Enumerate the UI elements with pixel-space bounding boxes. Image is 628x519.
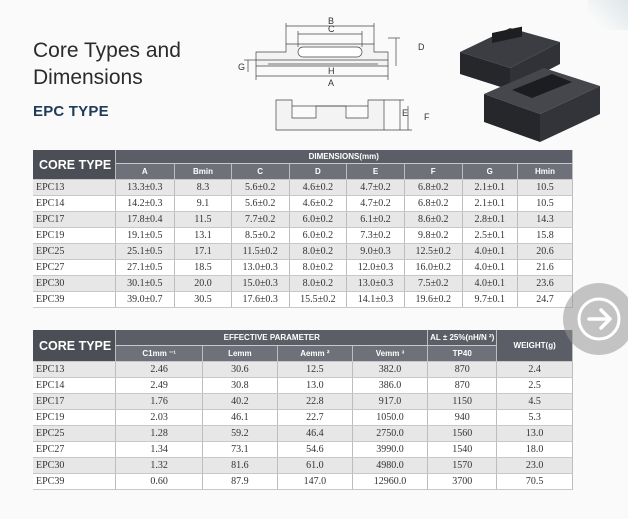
cell: 11.5±0.2 (231, 244, 289, 260)
cell: 13.0±0.3 (347, 276, 405, 292)
label-d: D (418, 42, 425, 52)
cell: 59.2 (202, 426, 277, 442)
cell: 5.6±0.2 (231, 196, 289, 212)
cell: 40.2 (202, 394, 277, 410)
cell: 46.4 (277, 426, 352, 442)
cell: 13.3±0.3 (115, 180, 175, 196)
cell: 8.6±0.2 (404, 212, 462, 228)
cell: 2.4 (497, 362, 573, 378)
table-row (33, 378, 573, 394)
cell: 1540 (428, 442, 497, 458)
dim-core-type-header: CORE TYPE (33, 150, 115, 180)
cell: 6.8±0.2 (404, 180, 462, 196)
row-name: EPC30 (33, 276, 115, 292)
cell: 25.1±0.5 (115, 244, 175, 260)
cell: 14.2±0.3 (115, 196, 175, 212)
cell: 54.6 (277, 442, 352, 458)
cell: 12.0±0.3 (347, 260, 405, 276)
dim-col-g: G (462, 164, 518, 180)
cell: 9.0±0.3 (347, 244, 405, 260)
label-a: A (328, 78, 335, 88)
dim-group-header: DIMENSIONS(mm) (115, 150, 572, 164)
cell: 2.5±0.1 (462, 228, 518, 244)
core-product-photo (440, 24, 620, 146)
cell: 2.5 (497, 378, 573, 394)
table-row (33, 212, 573, 228)
next-page-button[interactable] (563, 283, 628, 355)
cell: 19.1±0.5 (115, 228, 175, 244)
cell: 9.1 (175, 196, 232, 212)
param-al-header: AL ± 25%(nH/N ²) (428, 330, 497, 346)
cell: 6.1±0.2 (347, 212, 405, 228)
cell: 9.7±0.1 (462, 292, 518, 308)
cell: 24.7 (518, 292, 573, 308)
cell: 81.6 (202, 458, 277, 474)
row-name: EPC14 (33, 196, 115, 212)
dim-col-e: E (347, 164, 405, 180)
cell: 4.7±0.2 (347, 196, 405, 212)
param-core-type-header: CORE TYPE (33, 330, 116, 362)
cell: 0.60 (116, 474, 203, 490)
cell: 4.6±0.2 (289, 180, 347, 196)
cell: 87.9 (202, 474, 277, 490)
row-name: EPC25 (33, 244, 115, 260)
cell: 8.0±0.2 (289, 244, 347, 260)
cell: 8.0±0.2 (289, 276, 347, 292)
cell: 3990.0 (352, 442, 427, 458)
cell: 9.8±0.2 (404, 228, 462, 244)
cell: 17.8±0.4 (115, 212, 175, 228)
row-name: EPC17 (33, 212, 115, 228)
table-row (33, 196, 573, 212)
row-name: EPC25 (33, 426, 116, 442)
effective-parameter-table (33, 330, 573, 490)
table-row (33, 394, 573, 410)
row-name: EPC13 (33, 362, 116, 378)
cell: 22.7 (277, 410, 352, 426)
label-h: H (328, 66, 335, 76)
cell: 8.3 (175, 180, 232, 196)
cell: 8.0±0.2 (289, 260, 347, 276)
cell: 7.7±0.2 (231, 212, 289, 228)
cell: 4.0±0.1 (462, 244, 518, 260)
cell: 870 (428, 362, 497, 378)
page-title (33, 37, 181, 91)
param-group-header: EFFECTIVE PARAMETER (116, 330, 428, 346)
table-row (33, 442, 573, 458)
table-row (33, 474, 573, 490)
label-e: E (402, 108, 409, 118)
label-b: B (328, 16, 335, 26)
cell: 17.1 (175, 244, 232, 260)
table-row (33, 244, 573, 260)
cell: 30.8 (202, 378, 277, 394)
cell: 4.0±0.1 (462, 260, 518, 276)
row-name: EPC27 (33, 260, 115, 276)
row-name: EPC14 (33, 378, 116, 394)
label-f: F (424, 112, 430, 122)
cell: 14.3 (518, 212, 573, 228)
cell: 4.0±0.1 (462, 276, 518, 292)
label-c: C (328, 24, 335, 34)
cell: 1.76 (116, 394, 203, 410)
core-dimension-drawing (236, 14, 436, 138)
cell: 19.6±0.2 (404, 292, 462, 308)
cell: 1150 (428, 394, 497, 410)
cell: 6.8±0.2 (404, 196, 462, 212)
row-name: EPC19 (33, 228, 115, 244)
cell: 386.0 (352, 378, 427, 394)
cell: 3700 (428, 474, 497, 490)
cell: 12.5±0.2 (404, 244, 462, 260)
title-line-2: Dimensions (33, 66, 143, 89)
cell: 13.0 (497, 426, 573, 442)
param-col-ve: Vemm ³ (352, 346, 427, 362)
cell: 870 (428, 378, 497, 394)
cell: 18.0 (497, 442, 573, 458)
cell: 13.0±0.3 (231, 260, 289, 276)
table-row (33, 276, 573, 292)
cell: 23.0 (497, 458, 573, 474)
dim-col-bmin: Bmin (175, 164, 232, 180)
cell: 917.0 (352, 394, 427, 410)
arrow-right-icon (563, 283, 628, 355)
cell: 10.5 (518, 196, 573, 212)
cell: 4980.0 (352, 458, 427, 474)
title-line-1: Core Types and (33, 39, 181, 62)
cell: 70.5 (497, 474, 573, 490)
cell: 2.1±0.1 (462, 196, 518, 212)
cell: 1.32 (116, 458, 203, 474)
dim-col-c: C (231, 164, 289, 180)
table-row (33, 362, 573, 378)
cell: 27.1±0.5 (115, 260, 175, 276)
cell: 15.0±0.3 (231, 276, 289, 292)
param-col-ae: Aemm ² (277, 346, 352, 362)
param-col-le: Lemm (202, 346, 277, 362)
cell: 940 (428, 410, 497, 426)
cell: 6.0±0.2 (289, 212, 347, 228)
cell: 10.5 (518, 180, 573, 196)
dim-col-d: D (289, 164, 347, 180)
cell: 2.8±0.1 (462, 212, 518, 228)
cell: 2.46 (116, 362, 203, 378)
param-col-tp40: TP40 (428, 346, 497, 362)
table-row (33, 228, 573, 244)
cell: 22.8 (277, 394, 352, 410)
table-row (33, 260, 573, 276)
cell: 2.49 (116, 378, 203, 394)
cell: 1570 (428, 458, 497, 474)
cell: 13.0 (277, 378, 352, 394)
cell: 8.5±0.2 (231, 228, 289, 244)
cell: 2750.0 (352, 426, 427, 442)
cell: 4.7±0.2 (347, 180, 405, 196)
cell: 30.1±0.5 (115, 276, 175, 292)
cell: 17.6±0.3 (231, 292, 289, 308)
row-name: EPC39 (33, 474, 116, 490)
row-name: EPC39 (33, 292, 115, 308)
dimensions-table (33, 150, 573, 308)
cell: 11.5 (175, 212, 232, 228)
dim-col-a: A (115, 164, 175, 180)
cell: 15.5±0.2 (289, 292, 347, 308)
cell: 61.0 (277, 458, 352, 474)
cell: 5.6±0.2 (231, 180, 289, 196)
row-name: EPC19 (33, 410, 116, 426)
table-row (33, 410, 573, 426)
table-row (33, 458, 573, 474)
dim-col-f: F (404, 164, 462, 180)
cell: 73.1 (202, 442, 277, 458)
cell: 1.28 (116, 426, 203, 442)
cell: 20.0 (175, 276, 232, 292)
cell: 15.8 (518, 228, 573, 244)
cell: 39.0±0.7 (115, 292, 175, 308)
cell: 30.6 (202, 362, 277, 378)
page-subtitle: EPC TYPE (33, 103, 109, 120)
cell: 1.34 (116, 442, 203, 458)
cell: 2.1±0.1 (462, 180, 518, 196)
cell: 2.03 (116, 410, 203, 426)
table-row (33, 426, 573, 442)
label-g: G (238, 62, 246, 72)
cell: 4.6±0.2 (289, 196, 347, 212)
cell: 12960.0 (352, 474, 427, 490)
row-name: EPC30 (33, 458, 116, 474)
cell: 20.6 (518, 244, 573, 260)
cell: 12.5 (277, 362, 352, 378)
dim-col-hmin: Hmin (518, 164, 573, 180)
table-row (33, 292, 573, 308)
cell: 16.0±0.2 (404, 260, 462, 276)
cell: 13.1 (175, 228, 232, 244)
row-name: EPC17 (33, 394, 116, 410)
table-row (33, 180, 573, 196)
row-name: EPC27 (33, 442, 116, 458)
cell: 21.6 (518, 260, 573, 276)
cell: 6.0±0.2 (289, 228, 347, 244)
row-name: EPC13 (33, 180, 115, 196)
cell: 1560 (428, 426, 497, 442)
cell: 23.6 (518, 276, 573, 292)
cell: 382.0 (352, 362, 427, 378)
cell: 14.1±0.3 (347, 292, 405, 308)
cell: 5.3 (497, 410, 573, 426)
cell: 4.5 (497, 394, 573, 410)
cell: 147.0 (277, 474, 352, 490)
param-col-c1: C1mm ⁻¹ (116, 346, 203, 362)
cell: 18.5 (175, 260, 232, 276)
cell: 7.5±0.2 (404, 276, 462, 292)
cell: 30.5 (175, 292, 232, 308)
cell: 1050.0 (352, 410, 427, 426)
cell: 7.3±0.2 (347, 228, 405, 244)
cell: 46.1 (202, 410, 277, 426)
param-weight-header: WEIGHT(g) (497, 330, 573, 362)
